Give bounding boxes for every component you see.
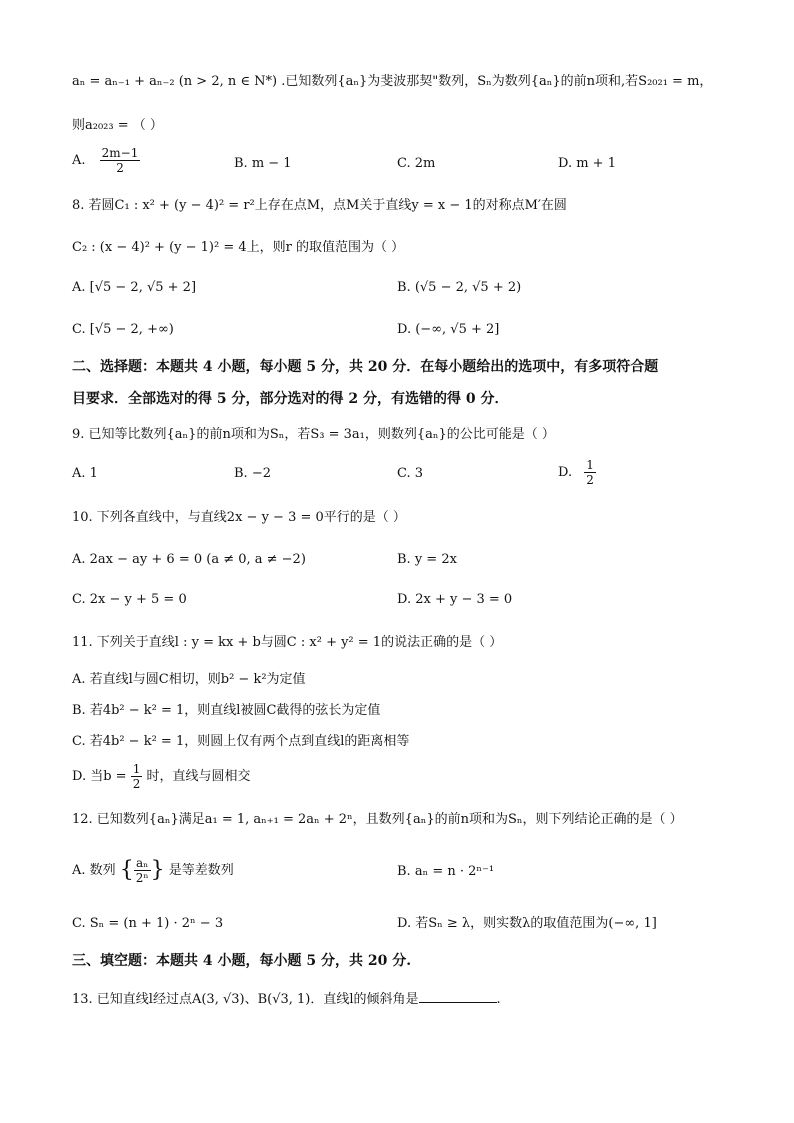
q8-option-a: A. [√5 − 2, √5 + 2] xyxy=(72,280,197,295)
q12-option-a-fraction xyxy=(134,856,151,885)
q8-option-b: B. (√5 − 2, √5 + 2) xyxy=(397,280,522,295)
q8-option-c: C. [√5 − 2, +∞) xyxy=(72,322,174,337)
q7-stem-line2: 则a₂₀₂₃ = （ ） xyxy=(72,118,163,133)
q12-option-a-prefix: A. 数列 xyxy=(72,863,116,878)
q8-stem-line1: 8. 若圆C₁ : x² + (y − 4)² = r²上存在点M，点M关于直线y = x − 1的对称点M′在圆 xyxy=(72,198,567,213)
q7-option-b: B. m − 1 xyxy=(234,156,292,171)
q8-option-d: D. (−∞, √5 + 2] xyxy=(397,322,500,337)
q11-option-a: A. 若直线l与圆C相切，则b² − k²为定值 xyxy=(72,672,306,687)
q7-option-a xyxy=(72,146,140,175)
q9-option-d xyxy=(558,458,596,487)
q9-option-d-numerator: 1 xyxy=(586,458,594,472)
q9-option-d-label: D. xyxy=(558,465,573,480)
q9-option-d-fraction xyxy=(584,458,596,487)
q12-option-a-left-brace: { xyxy=(119,857,134,883)
q7-option-a-numerator: 2m−1 xyxy=(101,146,139,160)
q11-stem: 11. 下列关于直线l : y = kx + b与圆C : x² + y² = 1的说法正确的是（ ） xyxy=(72,635,503,650)
q7-option-a-fraction xyxy=(100,146,141,175)
q7-option-d: D. m + 1 xyxy=(558,156,616,171)
q11-option-d-suffix: 时，直线与圆相交 xyxy=(146,769,251,784)
q10-option-b: B. y = 2x xyxy=(397,552,457,567)
q9-stem: 9. 已知等比数列{aₙ}的前n项和为Sₙ，若S₃ = 3a₁，则数列{aₙ}的公比可能是（ ） xyxy=(72,427,555,442)
q10-option-c: C. 2x − y + 5 = 0 xyxy=(72,592,187,607)
q13-stem-text: 13. 已知直线l经过点A(3, √3)、B(√3, 1)．直线l的倾斜角是 xyxy=(72,992,419,1007)
q11-option-c: C. 若4b² − k² = 1，则圆上仅有两个点到直线l的距离相等 xyxy=(72,734,410,749)
q7-option-a-label: A. xyxy=(72,153,86,168)
q11-option-d-fraction xyxy=(131,762,143,791)
q10-option-a: A. 2ax − ay + 6 = 0 (a ≠ 0, a ≠ −2) xyxy=(72,552,306,567)
q9-option-a: A. 1 xyxy=(72,466,98,481)
q10-stem: 10. 下列各直线中，与直线2x − y − 3 = 0平行的是（ ） xyxy=(72,510,406,525)
q12-option-a-numerator: aₙ xyxy=(134,856,151,871)
q12-option-a-right-brace: } xyxy=(150,857,165,883)
q11-option-d-denominator: 2 xyxy=(132,777,141,791)
q12-option-a xyxy=(72,856,234,885)
q13-stem xyxy=(72,988,501,1010)
section-2-heading-line2: 目要求．全部选对的得 5 分，部分选对的得 2 分，有选错的得 0 分． xyxy=(72,391,509,407)
q7-stem-line1: aₙ = aₙ₋₁ + aₙ₋₂ (n > 2, n ∈ N*) .已知数列{aₙ}为斐波那契"数列，Sₙ为数列{aₙ}的前n项和,若S₂₀₂₁ = m， xyxy=(72,74,713,89)
q10-option-d: D. 2x + y − 3 = 0 xyxy=(397,592,513,607)
q13-answer-blank[interactable] xyxy=(419,988,497,1003)
section-2-heading-line1: 二、选择题：本题共 4 小题，每小题 5 分，共 20 分．在每小题给出的选项中，有多项符合题 xyxy=(72,359,659,375)
q12-stem: 12. 已知数列{aₙ}满足a₁ = 1, aₙ₊₁ = 2aₙ + 2ⁿ，且数列{aₙ}的前n项和为Sₙ，则下列结论正确的是（ ） xyxy=(72,812,683,827)
q7-option-a-denominator: 2 xyxy=(116,161,124,175)
q12-option-b: B. aₙ = n · 2ⁿ⁻¹ xyxy=(397,864,495,879)
q12-option-a-suffix: 是等差数列 xyxy=(168,863,234,878)
q11-option-d xyxy=(72,762,251,791)
q11-option-d-numerator: 1 xyxy=(132,762,141,776)
q9-option-b: B. −2 xyxy=(234,466,271,481)
q12-option-a-denominator: 2ⁿ xyxy=(135,871,149,885)
q8-stem-line2: C₂ : (x − 4)² + (y − 1)² = 4上，则r 的取值范围为（ ） xyxy=(72,240,405,255)
q9-option-d-denominator: 2 xyxy=(586,473,594,487)
section-3-heading: 三、填空题：本题共 4 小题，每小题 5 分，共 20 分. xyxy=(72,953,412,969)
q11-option-d-prefix: D. 当b = xyxy=(72,769,127,784)
q12-option-c: C. Sₙ = (n + 1) · 2ⁿ − 3 xyxy=(72,916,224,931)
q11-option-b: B. 若4b² − k² = 1，则直线l被圆C截得的弦长为定值 xyxy=(72,703,381,718)
q7-option-c: C. 2m xyxy=(397,156,436,171)
q13-stem-end: . xyxy=(496,992,501,1007)
q12-option-d: D. 若Sₙ ≥ λ，则实数λ的取值范围为(−∞, 1] xyxy=(397,916,657,931)
q9-option-c: C. 3 xyxy=(397,466,424,481)
